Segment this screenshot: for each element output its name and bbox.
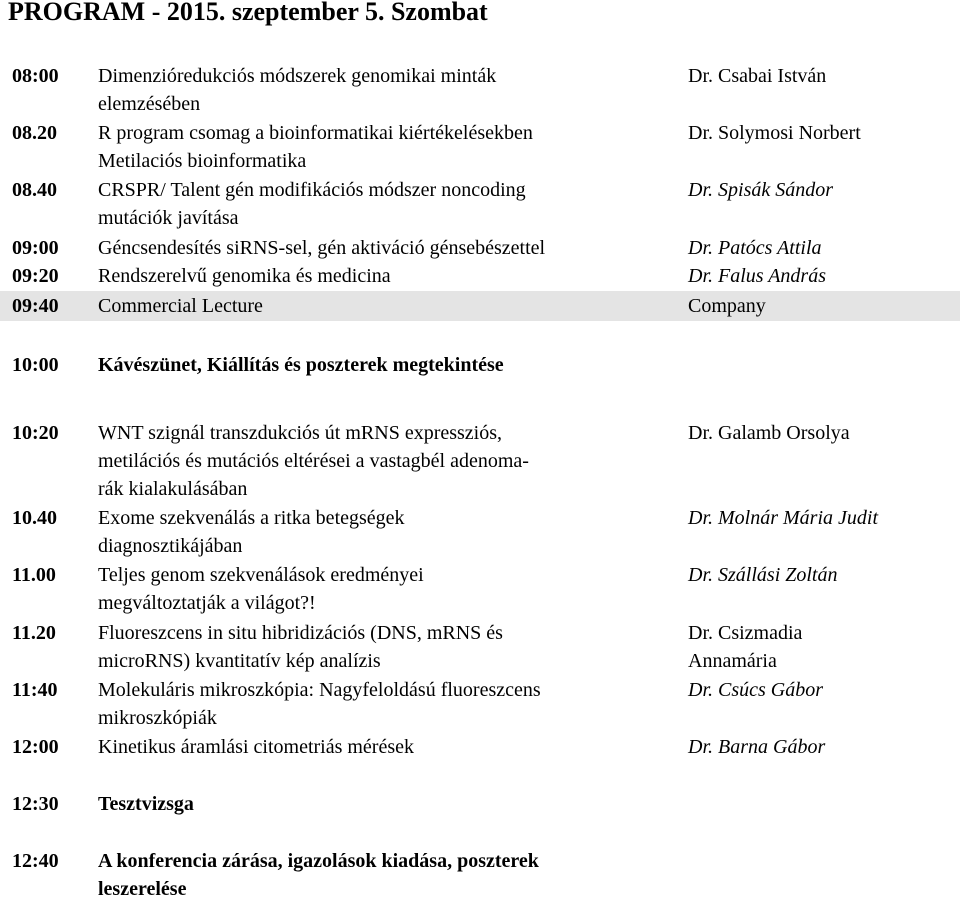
session-speaker: Dr. Barna Gábor xyxy=(688,736,826,758)
session-time: 09:00 xyxy=(12,237,59,259)
schedule-row xyxy=(0,619,960,675)
session-topic: Fluoreszcens in situ hibridizációs (DNS, mRNS és microRNS) kvantitatív kép analízis xyxy=(98,622,503,672)
schedule-row xyxy=(0,847,960,903)
schedule-row xyxy=(0,234,960,262)
session-time: 12:00 xyxy=(12,736,59,758)
session-speaker: Dr. Csúcs Gábor xyxy=(688,679,824,701)
session-topic: CRSPR/ Talent gén modifikációs módszer noncoding mutációk javítása xyxy=(98,179,526,229)
session-time: 11.00 xyxy=(12,564,56,586)
schedule-row xyxy=(0,790,960,818)
schedule-row xyxy=(0,419,960,503)
session-speaker: Dr. Galamb Orsolya xyxy=(688,422,850,444)
session-time: 10:20 xyxy=(12,422,59,444)
session-speaker: Dr. Csizmadia Annamária xyxy=(688,622,803,672)
session-speaker: Dr. Csabai István xyxy=(688,65,827,87)
session-time: 12:30 xyxy=(12,793,59,815)
session-time: 11:40 xyxy=(12,679,58,701)
session-topic: Rendszerelvű genomika és medicina xyxy=(98,265,391,287)
session-speaker: Dr. Patócs Attila xyxy=(688,237,822,259)
schedule-row xyxy=(0,504,960,560)
session-time: 10.40 xyxy=(12,507,57,529)
schedule-row-highlighted xyxy=(0,291,960,321)
session-topic: R program csomag a bioinformatikai kiértékelésekben Metilaciós bioinformatika xyxy=(98,122,533,172)
session-topic: WNT szignál transzdukciós út mRNS expressziós, metilációs és mutációs eltérései a vastagbél adenoma- rák kialakulásában xyxy=(98,422,529,500)
page-title: PROGRAM - 2015. szeptember 5. Szombat xyxy=(8,0,488,26)
session-time: 11.20 xyxy=(12,622,56,644)
session-topic: Tesztvizsga xyxy=(98,793,194,815)
session-speaker: Dr. Molnár Mária Judit xyxy=(688,507,878,529)
session-topic: Exome szekvenálás a ritka betegségek diagnosztikájában xyxy=(98,507,405,557)
schedule-row xyxy=(0,561,960,617)
session-time: 08:00 xyxy=(12,65,59,87)
schedule-row xyxy=(0,62,960,118)
schedule-row xyxy=(0,262,960,290)
schedule-row xyxy=(0,176,960,232)
session-time: 12:40 xyxy=(12,850,59,872)
session-topic: Kávészünet, Kiállítás és poszterek megtekintése xyxy=(98,354,504,376)
session-topic: Kinetikus áramlási citometriás mérések xyxy=(98,736,415,758)
session-speaker: Dr. Spisák Sándor xyxy=(688,179,834,201)
session-time: 09:40 xyxy=(12,295,59,317)
schedule-row xyxy=(0,676,960,732)
session-topic: A konferencia zárása, igazolások kiadása, poszterek leszerelése xyxy=(98,850,539,900)
session-topic: Teljes genom szekvenálások eredményei megváltoztatják a világot?! xyxy=(98,564,424,614)
session-speaker: Dr. Falus András xyxy=(688,265,826,287)
session-time: 08.40 xyxy=(12,179,57,201)
schedule-row xyxy=(0,351,960,379)
session-time: 09:20 xyxy=(12,265,59,287)
session-topic: Molekuláris mikroszkópia: Nagyfeloldású fluoreszcens mikroszkópiák xyxy=(98,679,541,729)
session-topic: Dimenzióredukciós módszerek genomikai minták elemzésében xyxy=(98,65,497,115)
session-speaker: Dr. Szállási Zoltán xyxy=(688,564,838,586)
session-time: 10:00 xyxy=(12,354,59,376)
session-speaker: Dr. Solymosi Norbert xyxy=(688,122,861,144)
session-time: 08.20 xyxy=(12,122,57,144)
session-topic: Géncsendesítés siRNS-sel, gén aktiváció génsebészettel xyxy=(98,237,546,259)
schedule-row xyxy=(0,733,960,761)
session-topic: Commercial Lecture xyxy=(98,295,263,317)
schedule-row xyxy=(0,119,960,175)
session-speaker: Company xyxy=(688,295,766,317)
